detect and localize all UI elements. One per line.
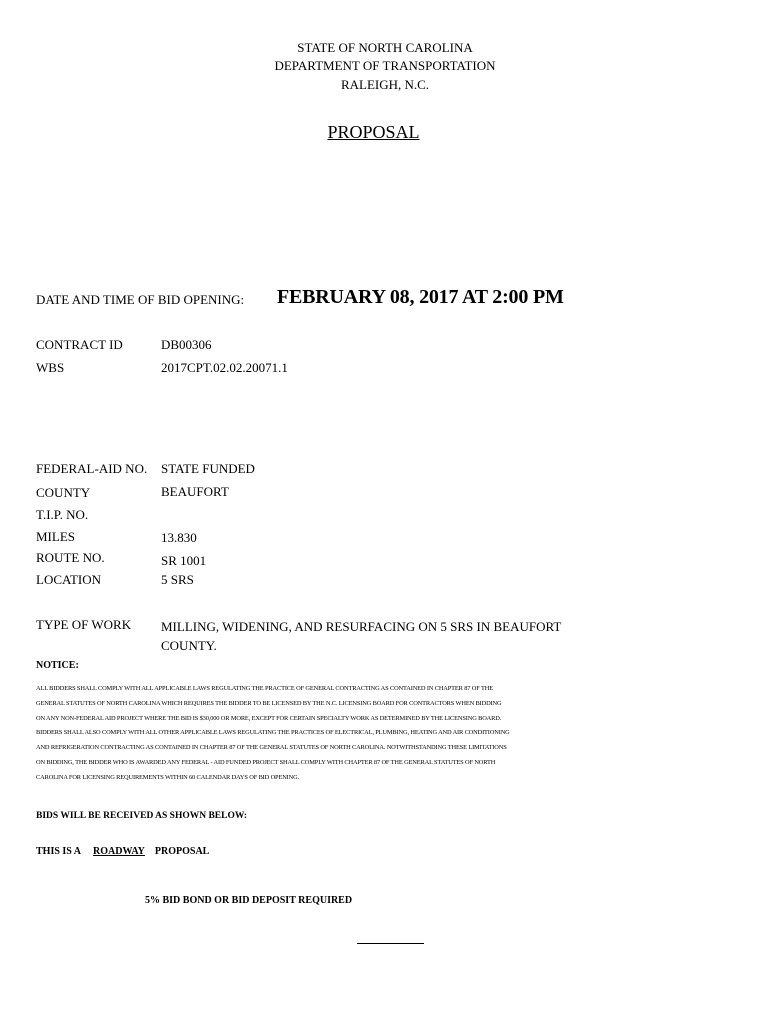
wbs-value: 2017CPT.02.02.20071.1 <box>161 360 288 375</box>
header-department: DEPARTMENT OF TRANSPORTATION <box>274 58 496 73</box>
signature-line <box>357 943 424 944</box>
miles-value: 13.830 <box>161 530 197 545</box>
county-label: COUNTY <box>36 485 91 500</box>
proposal-type-value: ROADWAY <box>93 846 145 857</box>
page-title: PROPOSAL <box>327 122 420 142</box>
notice-line: AND REFRIGERATION CONTRACTING AS CONTAINED IN CHAPTER 87 OF THE GENERAL STATUTES OF NORTH CAROLINA. NOTWITHSTANDING THESE LIMITATIONS <box>36 744 507 752</box>
federal-aid-label: FEDERAL-AID NO. <box>36 461 148 476</box>
notice-line: CAROLINA FOR LICENSING REQUIREMENTS WITHIN 60 CALENDAR DAYS OF BID OPENING. <box>36 773 300 781</box>
notice-line: BIDDERS SHALL ALSO COMPLY WITH ALL OTHER APPLICABLE LAWS REGULATING THE PRACTICES OF ELECTRICAL, PLUMBING, HEATING AND AIR CONDITIONING <box>36 729 510 737</box>
notice-line: GENERAL STATUTES OF NORTH CAROLINA WHICH REQUIRES THE BIDDER TO BE LICENSED BY THE N.C. LICENSING BOARD FOR CONTRACTORS WHEN BIDDING <box>36 699 502 707</box>
tip-no-label: T.I.P. NO. <box>36 507 89 522</box>
bids-received-statement: BIDS WILL BE RECEIVED AS SHOWN BELOW: <box>36 811 248 821</box>
wbs-label: WBS <box>36 360 65 375</box>
notice-line: ON BIDDING, THE BIDDER WHO IS AWARDED ANY FEDERAL - AID FUNDED PROJECT SHALL COMPLY WITH CHAPTER 87 OF THE GENERAL STATUTES OF NORTH <box>36 758 496 766</box>
route-no-label: ROUTE NO. <box>36 550 105 565</box>
county-value: BEAUFORT <box>161 484 229 499</box>
bid-opening-label: DATE AND TIME OF BID OPENING: <box>36 292 245 307</box>
bid-opening-value: FEBRUARY 08, 2017 AT 2:00 PM <box>277 286 564 308</box>
proposal-type-suffix: PROPOSAL <box>154 846 210 857</box>
bid-bond-requirement: 5% BID BOND OR BID DEPOSIT REQUIRED <box>145 895 353 906</box>
header-state: STATE OF NORTH CAROLINA <box>297 40 473 55</box>
notice-title: NOTICE: <box>36 660 79 671</box>
notice-line: ALL BIDDERS SHALL COMPLY WITH ALL APPLICABLE LAWS REGULATING THE PRACTICE OF GENERAL CONTRACTING AS CONTAINED IN CHAPTER 87 OF THE <box>36 685 493 692</box>
notice-line: ON ANY NON-FEDERAL AID PROJECT WHERE THE BID IS $30,000 OR MORE, EXCEPT FOR CERTAIN SPECIALTY WORK AS DETERMINED BY THE LICENSING BOARD. <box>36 714 502 722</box>
federal-aid-value: STATE FUNDED <box>161 461 255 476</box>
location-value: 5 SRS <box>161 572 194 587</box>
proposal-type-statement <box>36 846 209 857</box>
notice-body <box>36 682 616 786</box>
type-of-work-label: TYPE OF WORK <box>36 617 132 632</box>
header-city: RALEIGH, N.C. <box>340 77 430 92</box>
type-of-work-value: MILLING, WIDENING, AND RESURFACING ON 5 SRS IN BEAUFORT COUNTY. <box>161 619 562 653</box>
contract-id-label: CONTRACT ID <box>36 337 123 352</box>
route-no-value: SR 1001 <box>161 553 207 568</box>
proposal-type-prefix: THIS IS A <box>36 846 82 857</box>
miles-label: MILES <box>36 529 75 544</box>
contract-id-value: DB00306 <box>161 337 212 352</box>
location-label: LOCATION <box>36 572 101 587</box>
